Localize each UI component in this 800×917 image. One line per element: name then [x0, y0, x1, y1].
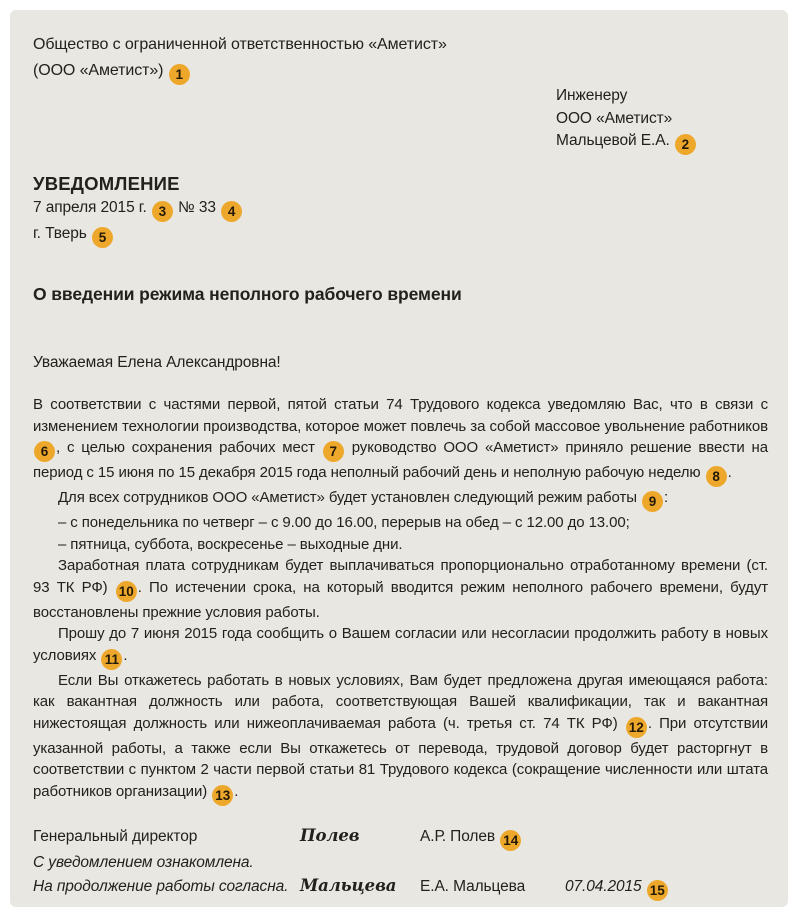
company-name-short-line: [33, 58, 768, 85]
signature-block: [33, 824, 768, 901]
ref-badge-8: 8: [706, 466, 727, 487]
director-name-line: [420, 825, 565, 851]
ref-badge-7: 7: [323, 441, 344, 462]
ref-badge-5: 5: [92, 227, 113, 248]
paragraph: Заработная плата сотрудникам будет выплачиваться пропорционально отработанному времени (ст. 93 ТК РФ) 10 . По истечении срока, на который вводится режим неполного рабочего времени, будут восстановлены прежние условия работы.: [33, 557, 769, 621]
company-name-full: Общество с ограниченной ответственностью «Аметист»: [33, 36, 447, 53]
signature-row-acknowledgement: [33, 851, 768, 874]
addressee-name-line: [556, 130, 768, 155]
document-city: г. Тверь: [33, 225, 87, 242]
ref-badge-4: 4: [221, 201, 242, 222]
ref-badge-9: 9: [642, 491, 663, 512]
ref-badge-15: 15: [647, 880, 668, 901]
body-paragraphs: [33, 394, 768, 806]
document-subject: О введении режима неполного рабочего времени: [33, 284, 462, 304]
ref-badge-3: 3: [152, 201, 173, 222]
director-position: Генеральный директор: [33, 827, 198, 845]
paragraph: В соответствии с частями первой, пятой статьи 74 Трудового кодекса уведомляю Вас, что в связи с изменением технологии производства, которое может повлечь за собой массовое увольнение работников 6 , с целью сохранения рабочих мест 7 руководство ООО «Аметист» приняло решение ввести на период с 15 июня по 15 декабря 2015 года неполный рабочий день и неполную рабочую неделю 8 .: [33, 394, 768, 487]
signature-row-employee: [33, 874, 768, 901]
employee-name: Е.А. Мальцева: [420, 877, 526, 895]
director-signature: Полев: [300, 825, 360, 845]
employee-consent-note: На продолжение работы согласна.: [33, 877, 289, 895]
paragraph: Если Вы откажетесь работать в новых условиях, Вам будет предложена другая имеющаяся работа: как вакантная должность или работа, соответствующая Вашей квалификации, так и вакантная нижестоящая должность или нижеоплачиваемая работа (ч. третья ст. 74 ТК РФ) 12 . При отсутствии указанной работы, а также если Вы откажетесь от перевода, трудовой договор будет расторгнут в соответствии с пунктом 2 части первой статьи 81 Трудового кодекса (сокращение численности или штата работников организации) 13 .: [33, 670, 768, 806]
paragraph: – пятница, суббота, воскресенье – выходные дни.: [58, 535, 403, 553]
addressee-position: Инженеру: [556, 87, 628, 104]
addressee-name: Мальцевой Е.А.: [556, 132, 670, 149]
document-date: 7 апреля 2015 г.: [33, 199, 147, 216]
ref-badge-1: 1: [169, 64, 190, 85]
employee-sign-date-line: [565, 875, 669, 901]
ref-badge-10: 10: [116, 581, 137, 602]
ref-badge-2: 2: [675, 134, 696, 155]
ref-badge-12: 12: [626, 717, 647, 738]
ref-badge-6: 6: [34, 441, 55, 462]
document-card: [10, 10, 788, 907]
paragraph: Для всех сотрудников ООО «Аметист» будет установлен следующий режим работы 9 :: [33, 487, 768, 512]
addressee-company: ООО «Аметист»: [556, 109, 673, 127]
director-name: А.Р. Полев: [420, 827, 495, 845]
document-number: № 33: [178, 199, 216, 216]
ref-badge-13: 13: [212, 785, 233, 806]
salutation: Уважаемая Елена Александровна!: [33, 354, 281, 371]
paragraph: Прошу до 7 июня 2015 года сообщить о Вашем согласии или несогласии продолжить работу в новых условиях 11 .: [33, 623, 768, 670]
ref-badge-11: 11: [101, 649, 122, 670]
employee-signature: Мальцева: [300, 875, 397, 895]
addressee-block: [556, 85, 768, 155]
paragraph: – с понедельника по четверг – с 9.00 до 16.00, перерыв на обед – с 12.00 до 13.00;: [58, 514, 630, 531]
signature-row-director: [33, 824, 768, 851]
date-number-line: [33, 196, 768, 222]
acknowledgement-note: С уведомлением ознакомлена.: [33, 853, 254, 871]
document-title: УВЕДОМЛЕНИЕ: [33, 173, 180, 194]
city-line: [33, 222, 768, 248]
sender-block: [33, 32, 768, 85]
ref-badge-14: 14: [500, 830, 521, 851]
employee-sign-date: 07.04.2015: [565, 877, 642, 895]
company-name-short: (ООО «Аметист»): [33, 62, 164, 79]
